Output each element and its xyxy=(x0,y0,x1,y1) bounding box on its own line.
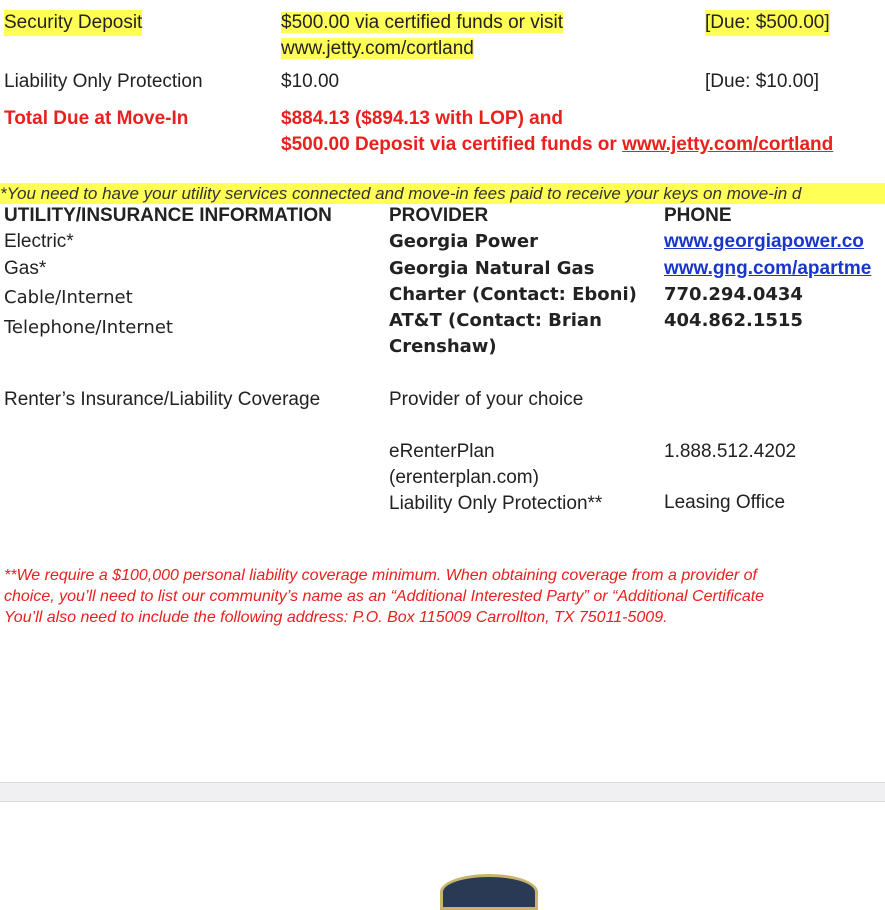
gas-label: Gas* xyxy=(4,258,47,279)
lop-provider: Liability Only Protection** xyxy=(389,493,603,514)
utility-notice: *You need to have your utility services connected and move-in fees paid to receive your keys on move-in d xyxy=(0,183,885,204)
gng-link[interactable]: www.gng.com/apartme xyxy=(664,258,872,279)
erenterplan-url: (erenterplan.com) xyxy=(389,467,539,488)
electric-label: Electric* xyxy=(4,231,74,252)
georgia-power-link[interactable]: www.georgiapower.co xyxy=(664,231,864,252)
header-info: UTILITY/INSURANCE INFORMATION xyxy=(4,205,332,226)
jetty-link[interactable]: www.jetty.com/cortland xyxy=(622,134,834,155)
page-break-divider xyxy=(0,782,885,802)
lop-amount: $10.00 xyxy=(281,71,340,92)
cable-phone: 770.294.0434 xyxy=(664,284,803,305)
security-deposit-amount-line1: $500.00 via certified funds or visit xyxy=(281,12,563,33)
insurance-provider: Provider of your choice xyxy=(389,389,584,410)
telephone-provider-line1: AT&T (Contact: Brian xyxy=(389,310,602,331)
security-deposit-label: Security Deposit xyxy=(4,10,142,36)
header-phone: PHONE xyxy=(664,205,732,226)
lop-label: Liability Only Protection xyxy=(4,71,203,92)
telephone-phone: 404.862.1515 xyxy=(664,310,803,331)
lop-due: [Due: $10.00] xyxy=(705,71,820,92)
cable-provider: Charter (Contact: Eboni) xyxy=(389,284,637,305)
telephone-provider-line2: Crenshaw) xyxy=(389,336,497,357)
footnote-line3: You’ll also need to include the following address: P.O. Box 115009 Carrollton, TX 75011-5009. xyxy=(4,609,668,626)
erenterplan-phone: 1.888.512.4202 xyxy=(664,441,797,462)
cable-label: Cable/Internet xyxy=(4,287,133,308)
security-deposit-amount xyxy=(281,10,563,62)
footnote xyxy=(4,565,764,628)
footnote-line1: **We require a $100,000 personal liability coverage minimum. When obtaining coverage from a provider of xyxy=(4,567,757,584)
telephone-provider xyxy=(389,308,602,360)
lop-contact: Leasing Office xyxy=(664,492,786,513)
seal-logo-icon xyxy=(440,874,538,910)
total-due-label: Total Due at Move-In xyxy=(4,108,189,129)
total-due-line2: $500.00 Deposit via certified funds or xyxy=(281,134,623,155)
erenterplan-provider xyxy=(389,439,539,491)
total-due-line1: $884.13 ($894.13 with LOP) and xyxy=(281,108,563,129)
gas-provider: Georgia Natural Gas xyxy=(389,258,595,279)
security-deposit-url: www.jetty.com/cortland xyxy=(281,38,474,59)
header-provider: PROVIDER xyxy=(389,205,489,226)
footnote-line2: choice, you’ll need to list our community’s name as an “Additional Interested Party” or “Additional Certificate xyxy=(4,588,765,605)
telephone-label: Telephone/Internet xyxy=(4,317,173,338)
total-due-amount xyxy=(281,106,833,158)
electric-provider: Georgia Power xyxy=(389,231,538,252)
erenterplan-name: eRenterPlan xyxy=(389,441,495,462)
insurance-label: Renter’s Insurance/Liability Coverage xyxy=(4,389,321,410)
security-deposit-due: [Due: $500.00] xyxy=(705,10,830,36)
